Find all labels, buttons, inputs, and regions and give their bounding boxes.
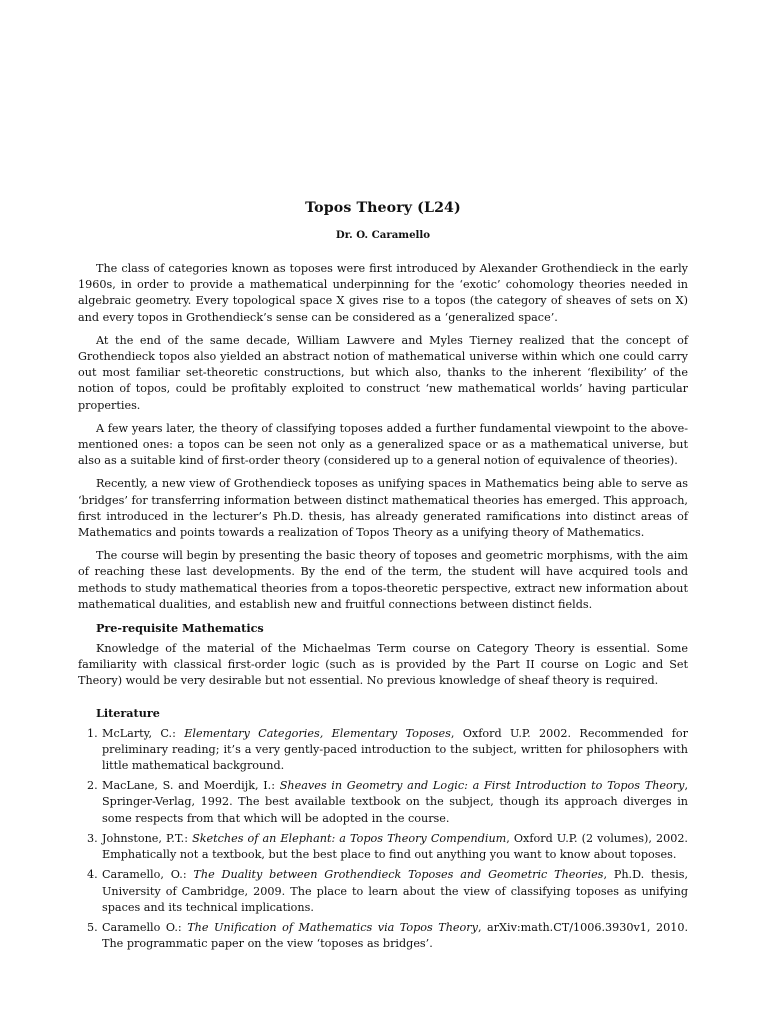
intro-paragraph-1: The class of categories known as toposes were first introduced by Alexander Grothendieck in the early 1960s, in order to provide a mathematical underpinning for the ‘exotic’ cohomology theories needed in algebraic geometry. Every topological space X gives rise to a topos (the category of sheaves of sets on X) and every topos in Grothendieck’s sense can be considered as a ‘generalized space’. [78, 262, 688, 324]
prerequisites-heading: Pre-requisite Mathematics [96, 621, 264, 636]
literature-item-title: The Duality between Grothendieck Toposes and Geometric Theories [193, 868, 604, 882]
literature-item-number: 5. [87, 920, 98, 934]
literature-item-title: Sheaves in Geometry and Logic: a First Introduction to Topos Theory [279, 779, 685, 793]
literature-item-details: , Oxford U.P. 2002. Recommended for preliminary reading; it’s a very gently-paced introduction to the subject, written for philosophers with little mathematical background. [102, 726, 688, 773]
prerequisites-text: Knowledge of the material of the Michaelmas Term course on Category Theory is essential. Some familiarity with classical first-order logic (such as is provided by the Part II course on Logic and Set Theory) would be very desirable but not essential. No previous knowledge of sheaf theory is required. [78, 642, 688, 688]
literature-heading: Literature [96, 705, 160, 720]
literature-item [78, 831, 688, 863]
document-author: Dr. O. Caramello [335, 229, 431, 241]
intro-paragraph-4: Recently, a new view of Grothendieck toposes as unifying spaces in Mathematics being able to serve as ‘bridges’ for transferring information between distinct mathematical theories has emerged. This approach, first introduced in the lecturer’s Ph.D. thesis, has already generated ramifications into distinct areas of Mathematics and points towards a realization of Topos Theory as a unifying theory of Mathematics. [78, 477, 688, 540]
literature-item-details: , Ph.D. thesis, University of Cambridge, 2009. The place to learn about the view of classifying toposes as unifying spaces and its technical implications. [102, 868, 688, 914]
literature-item-number: 1. [87, 726, 98, 740]
literature-item-author: Caramello, O.: [102, 868, 187, 882]
literature-item-details: , Springer-Verlag, 1992. The best available textbook on the subject, though its approach diverges in some respects from that which will be adopted in the course. [102, 779, 689, 825]
literature-item [78, 920, 688, 952]
intro-paragraph-5: The course will begin by presenting the basic theory of toposes and geometric morphisms, with the aim of reaching these last developments. By the end of the term, the student will have acquired tools and methods to study mathematical theories from a topos-theoretic perspective, extract new information about mathematical dualities, and establish new and fruitful connections between distinct fields. [78, 549, 688, 611]
literature-item-author: MacLane, S. and Moerdijk, I.: [102, 779, 276, 793]
literature-item-author: Caramello O.: [102, 920, 182, 934]
literature-item-title: Sketches of an Elephant: a Topos Theory Compendium [192, 831, 507, 845]
literature-item-number: 4. [87, 868, 98, 882]
intro-paragraph-3: A few years later, the theory of classifying toposes added a further fundamental viewpoint to the above-mentioned ones: a topos can be seen not only as a generalized space or as a mathematical universe, but also as a suitable kind of first-order theory (considered up to a general notion of equivalence of theories). [78, 421, 688, 468]
literature-item-number: 3. [87, 831, 98, 845]
literature-item-author: Johnstone, P.T.: [102, 831, 188, 845]
literature-list [78, 726, 688, 953]
literature-item-details: , arXiv:math.CT/1006.3930v1, 2010. The programmatic paper on the view ‘toposes as bridges’. [102, 920, 689, 951]
literature-item-author: McLarty, C.: [102, 726, 176, 740]
document-title: Topos Theory (L24) [305, 200, 461, 216]
literature-item [78, 726, 688, 775]
intro-paragraph-2: At the end of the same decade, William Lawvere and Myles Tierney realized that the concept of Grothendieck topos also yielded an abstract notion of mathematical universe within which one could carry out most familiar set-theoretic constructions, but which also, thanks to the inherent ‘flexibility’ of the notion of topos, could be profitably exploited to construct ‘new mathematical worlds’ having particular properties. [78, 333, 688, 412]
document-page [78, 200, 688, 956]
literature-item [78, 867, 688, 916]
literature-item [78, 778, 688, 827]
literature-item-title: The Unification of Mathematics via Topos Theory [187, 920, 478, 934]
literature-item-number: 2. [87, 779, 98, 793]
literature-item-details: , Oxford U.P. (2 volumes), 2002. Emphatically not a textbook, but the best place to find out anything you want to know about toposes. [102, 831, 688, 862]
literature-item-title: Elementary Categories, Elementary Toposes [184, 726, 451, 740]
